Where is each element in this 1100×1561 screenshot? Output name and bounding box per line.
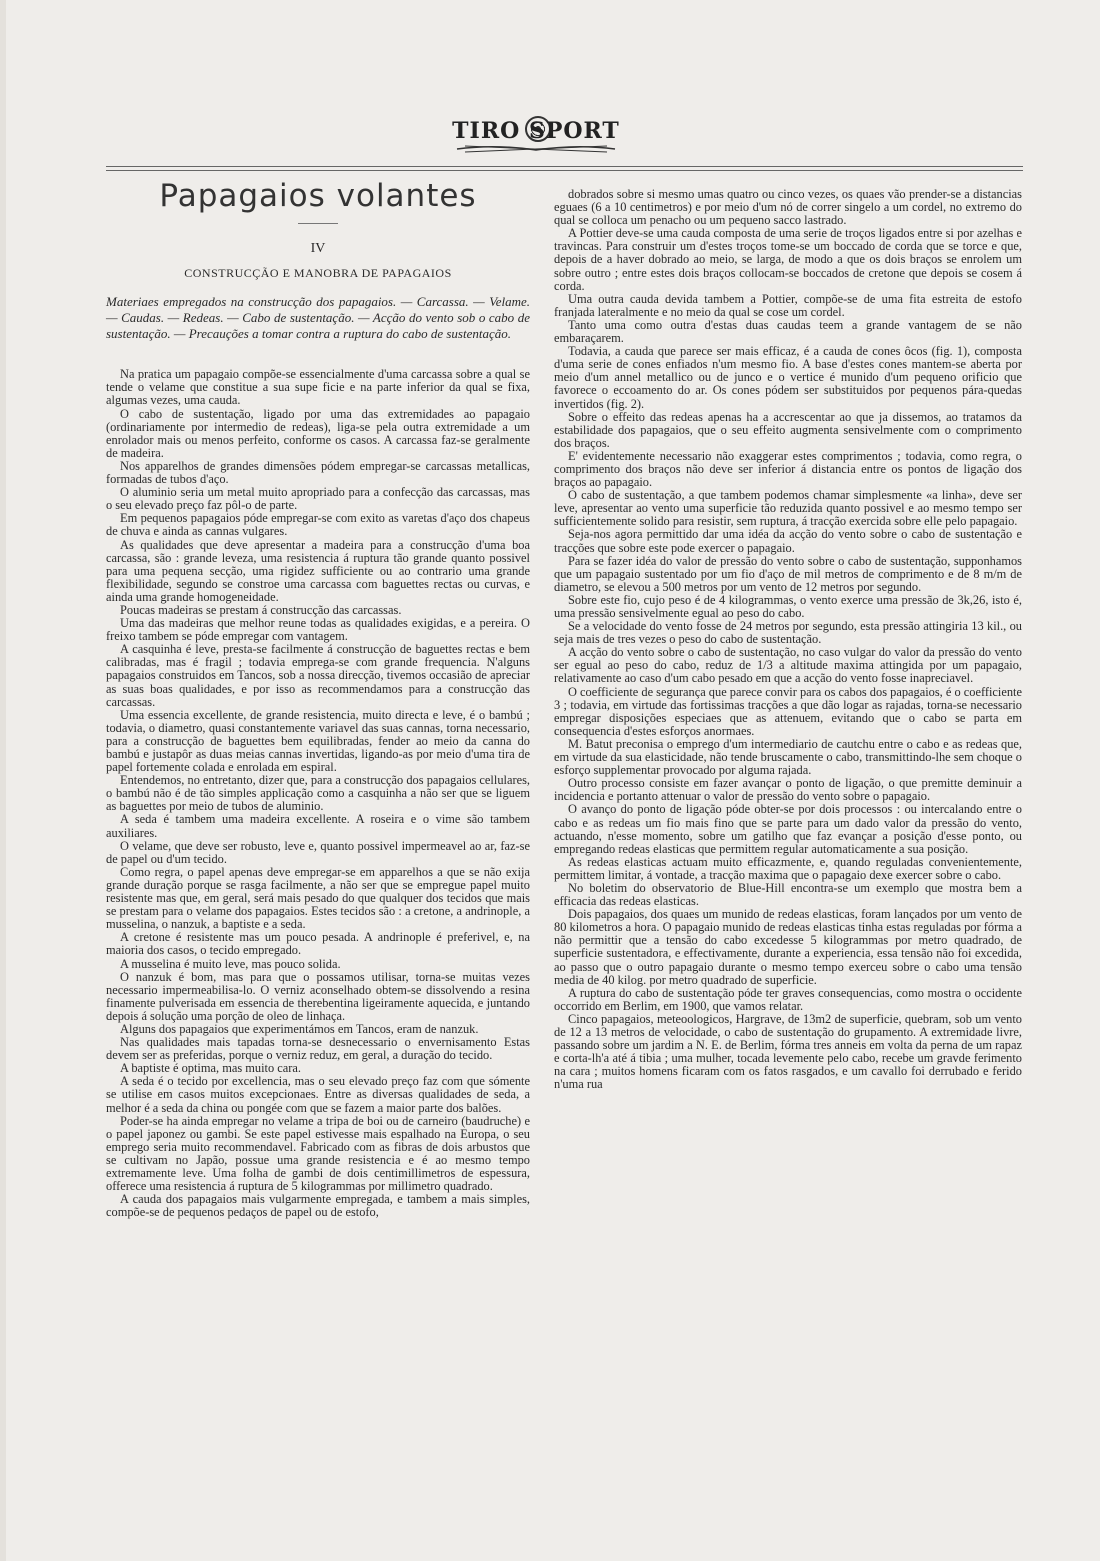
paragraph: Outro processo consiste em fazer avançar o ponto de ligação, o que premitte deminuir a incidencia e portanto attenuar o valor de pressão do vento sobre o papagaio. xyxy=(554,776,1022,804)
paragraph: dobrados sobre si mesmo umas quatro ou cinco vezes, os quaes vão prender-se a distancias eguaes (6 a 10 centimetros) e por meio d'um nó de correr singelo a um cordel, no extremo do qual se colloca um penacho ou um pequeno sacco lastrado. xyxy=(554,187,1022,228)
paragraph: O avanço do ponto de ligação póde obter-se por dois processos : ou intercalando entre o cabo e as redeas um fio mais fino que se parte para um dado valor da pressão do vento, actuando, n'esse momento, sobre um gatilho que faz evançar a posição d'esse ponto, ou empregando redeas elasticas que permittem regular automaticamente a sua posição. xyxy=(554,802,1022,856)
paragraph: A musselina é muito leve, mas pouco solida. xyxy=(120,956,341,971)
rifles-ornament xyxy=(455,144,617,154)
paragraph: Uma essencia excellente, de grande resistencia, muito directa e leve, é o bambú ; todavia, o diametro, quasi constantemente variavel das suas cannas, torna necessario, para a construcção de baguettes bem equilibradas, fender ao meio da canna do bambú e justapôr as duas meias cannas invertidas, ligando-as por meio d'uma tira de papel fortemente colada e enrolada em espiral. xyxy=(106,707,530,775)
section-number: IV xyxy=(310,241,326,257)
paragraph: Dois papagaios, dos quaes um munido de redeas elasticas, foram lançados por um vento de 80 kilometros a hora. O papagaio munido de redeas elasticas tinha estas reguladas por fórma a não permittir que a tensão do cabo excedesse 5 kilogrammas por metro quadrado, de superficie sustentadora, e effectivamente, durante a experiencia, essa tensão não foi excedida, ao passo que o outro papagaio durante o mesmo tempo exerceu sobre o cabo uma tensão media de 40 kilog. por metro quadrado de superficie. xyxy=(554,907,1022,987)
paragraph: O coefficiente de segurança que parece convir para os cabos dos papagaios, é o coefficiente 3 ; todavia, em virtude das fortissimas tracções a que dão logar as rajadas, torna-se necessario empregar disposições especiaes que as attenuem, evitando que o cabo se parta em consequencia d'estes esforços anormaes. xyxy=(554,684,1022,738)
paragraph: Sobre este fio, cujo peso é de 4 kilogrammas, o vento exerce uma pressão de 3k,26, isto é, uma pressão sensivelmente egual ao peso do cabo. xyxy=(554,592,1022,620)
paragraph: Na pratica um papagaio compõe-se essencialmente d'uma carcassa sobre a qual se tende o velame que constitue a sua supe ficie e na parte inferior da qual se fixa, algumas vezes, uma cauda. xyxy=(106,367,530,408)
paragraph: A cretone é resistente mas um pouco pesada. A andrinople é preferivel, e, na maioria dos casos, o tecido empregado. xyxy=(106,930,530,958)
paragraph: A seda é o tecido por excellencia, mas o seu elevado preço faz com que sómente se utilise em casos muitos excepcionaes. Entre as diversas qualidades de seda, a melhor é a seda da china ou pongée com que se fazem a maior parte dos balões. xyxy=(106,1074,530,1115)
right-column xyxy=(554,188,1022,1091)
paragraph: A cauda dos papagaios mais vulgarmente empregada, e tambem a mais simples, compõe-se de pequenos pedaços de papel ou de estofo, xyxy=(106,1192,530,1220)
paragraph: O aluminio seria um metal muito apropriado para a confecção das carcassas, mas o seu elevado preço faz pôl-o de parte. xyxy=(106,485,530,513)
paragraph: A Pottier deve-se uma cauda composta de uma serie de troços ligados entre si por azelhas e travincas. Para construir um d'estes troços tome-se um boccado de corda que se torce e que, depois de a haver dobrado ao meio, se larga, de modo a que os dois braços se enrolem um sobre outro ; entre estes dois braços collocam-se boccados de cretone que depois se cosem á corda. xyxy=(554,226,1022,293)
paragraph: As qualidades que deve apresentar a madeira para a construcção d'uma boa carcassa, são : grande leveza, uma resistencia á ruptura tão grande quanto possivel para uma pequena secção, uma rigidez sufficiente ou ao contrario uma grande flexibilidade, segundo se constroe uma carcassa com baguettes rectas ou curvas, e ainda uma grande homogeneidade. xyxy=(106,537,530,604)
paragraph: A seda é tambem uma madeira excellente. A roseira e o vime são tambem auxiliares. xyxy=(106,812,530,840)
paragraph: Alguns dos papagaios que experimentámos em Tancos, eram de nanzuk. xyxy=(120,1021,479,1036)
left-column xyxy=(106,178,530,1220)
logo-text: TIRO SPORT xyxy=(452,118,620,144)
paragraph: A ruptura do cabo de sustentação póde ter graves consequencias, como mostra o occidente occorrido em Berlim, em 1900, que vamos relatar. xyxy=(554,985,1022,1013)
paragraph: Para se fazer idéa do valor de pressão do vento sobre o cabo de sustentação, supponhamos que um papagaio sustentado por um fio d'aço de mil metros de comprimento e de 8 m/m de diametro, se elevou a 500 metros por um vento de 12 metros por segundo. xyxy=(554,553,1022,594)
right-body xyxy=(554,188,1022,1091)
paragraph: O cabo de sustentação, ligado por uma das extremidades ao papagaio (ordinariamente por intermedio de redeas), liga-se pela outra extremidade a um enrolador mais ou menos perfeito, conforme os casos. A carcassa faz-se geralmente de madeira. xyxy=(106,406,530,460)
paragraph: O cabo de sustentação, a que tambem podemos chamar simplesmente «a linha», deve ser leve, apresentar ao vento uma superficie tão reduzida quanto possivel e ao mesmo tempo ser sufficientemente solido para resistir, sem ruptura, á tracção exercida sobre elle pelo papagaio. xyxy=(554,488,1022,529)
paragraph: Nos apparelhos de grandes dimensões pódem empregar-se carcassas metallicas, formadas de tubos d'aço. xyxy=(106,458,530,487)
paragraph: Sobre o effeito das redeas apenas ha a accrescentar ao que ja dissemos, ao tratamos da estabilidade dos papagaios, que o seu effeito augmenta sensivelmente com o comprimento dos braços. xyxy=(554,409,1022,450)
paragraph: M. Batut preconisa o emprego d'um intermediario de cautchu entre o cabo e as redeas que, em virtude da sua elasticidade, não tende bruscamente o cabo, transmittindo-lhe sem choque o esforço supplementar provocado por alguma rajada. xyxy=(554,736,1022,778)
section-title: CONSTRUCÇÃO E MANOBRA DE PAPAGAIOS xyxy=(184,266,452,281)
header-rule-bottom xyxy=(106,170,1023,171)
paragraph: Uma outra cauda devida tambem a Pottier, compõe-se de uma fita estreita de estofo franjada lateralmente e no meio da qual se cose um cordel. xyxy=(554,291,1022,319)
paragraph: A baptiste é optima, mas muito cara. xyxy=(120,1061,301,1076)
paragraph: Seja-nos agora permittido dar uma idéa da acção do vento sobre o cabo de sustentação e tracções que sobre este pode exercer o papagaio. xyxy=(554,527,1022,555)
paragraph: O velame, que deve ser robusto, leve e, quanto possivel impermeavel ao ar, faz-se de papel ou d'um tecido. xyxy=(106,838,530,866)
paragraph: A casquinha é leve, presta-se facilmente á construcção de baguettes rectas e bem calibradas, mas é fragil ; todavia emprega-se com grande frequencia. N'alguns papagaios construidos em Tancos, sob a nossa direcção, tivemos occasião de apreciar as suas boas qualidades, e por isso as recommendamos para a construcção das carcassas. xyxy=(106,642,530,709)
paragraph: A acção do vento sobre o cabo de sustentação, no caso vulgar do valor da pressão do vento ser egual ao peso do cabo, reduz de 1/3 a altitude maxima attingida por um papagaio, relativamente ao caso d'um cabo pesado em que a acção do vento fosse inapreciavel. xyxy=(554,645,1022,686)
paragraph: Se a velocidade do vento fosse de 24 metros por segundo, esta pressão attingiria 13 kil., ou seja mais de tres vezes o peso do cabo de sustentação. xyxy=(554,619,1022,647)
paragraph: Nas qualidades mais tapadas torna-se desnecessario o envernisamento Estas devem ser as preferidas, porque o verniz reduz, em geral, a duração do tecido. xyxy=(106,1035,530,1063)
paragraph: Poucas madeiras se prestam á construcção das carcassas. xyxy=(120,602,402,617)
paragraph: Tanto uma como outra d'estas duas caudas teem a grande vantagem de se não embaraçarem. xyxy=(554,317,1022,346)
paragraph: Todavia, a cauda que parece ser mais efficaz, é a cauda de cones ôcos (fig. 1), composta d'uma serie de cones enfiados n'um mesmo fio. A base d'estes cones mantem-se aberta por meio d'um annel metallico ou de junco e o vertice é munido d'um pequeno orificio que favorece o eccoamento do ar. Os cones pódem ser substituidos por pequenos pára-quedas invertidos (fig. 2). xyxy=(554,344,1022,411)
paragraph: Entendemos, no entretanto, dizer que, para a construcção dos papagaios cellulares, o bambú não é de tão simples applicação como a casquinha a não ser que se liguem as baguettes por meio de tubos de aluminio. xyxy=(106,773,530,814)
page-edge xyxy=(0,0,6,1561)
title-divider xyxy=(298,223,338,224)
masthead-logo xyxy=(451,114,621,158)
paragraph: No boletim do observatorio de Blue-Hill encontra-se um exemplo que mostra bem a efficacia das redeas elasticas. xyxy=(554,880,1022,909)
paragraph: Cinco papagaios, meteoologicos, Hargrave, de 13m2 de superficie, quebram, sob um vento de 12 a 13 metros de velocidade, o cabo de sustentação do grupamento. A extremidade livre, passando sobre um jardim a N. E. de Berlim, fórma tres anneis em volta da perna de um rapaz e corta-lh'a até á tibia ; uma mulher, tocada levemente pelo cabo, recebe um gravde ferimento na cara ; muitos homens ficaram com os fatos rasgados, e um cavallo foi derrubado e ferido n'uma rua xyxy=(554,1011,1022,1092)
paragraph: E' evidentemente necessario não exaggerar estes comprimentos ; todavia, como regra, o comprimento dos braços não deve ser inferior á distancia entre os pontos de ligação dos braços ao papagaio. xyxy=(554,448,1022,490)
paragraph: As redeas elasticas actuam muito efficazmente, e, quando reguladas convenientemente, permittem limitar, á vontade, a tracção maxima que o papagaio dexe exercer sobre o cabo. xyxy=(554,854,1022,882)
article-summary: Materiaes empregados na construcção dos papagaios. — Carcassa. — Velame. — Caudas. — Redeas. — Cabo de sustentação. — Acção do vento sob o cabo de sustentação. — Precauções a tomar contra a ruptura do cabo de sustentação. xyxy=(106,294,530,342)
paragraph: Uma das madeiras que melhor reune todas as qualidades exigidas, e a pereira. O freixo tambem se póde empregar com vantagem. xyxy=(106,616,530,644)
paragraph: Em pequenos papagaios póde empregar-se com exito as varetas d'aço dos chapeus de chuva e ainda as cannas vulgares. xyxy=(106,511,530,539)
paragraph: Poder-se ha ainda empregar no velame a tripa de boi ou de carneiro (baudruche) e o papel japonez ou gambi. Se este papel estivesse mais espalhado na Europa, o seu emprego seria muito recommendavel. Fabricado com as fibras de dois arbustos que se cultivam no Japão, possue uma grande resistencia e é ao mesmo tempo extremamente leve. Uma folha de gambi de dois centimillimetros de espessura, offerece uma resistencia á ruptura de 5 kilogrammas por millimetro quadrado. xyxy=(106,1113,530,1194)
paragraph: Como regra, o papel apenas deve empregar-se em apparelhos a que se não exija grande duração porque se rasga facilmente, a não ser que se empregue papel muito resistente mas que, em geral, será mais pesado do que qualquer dos tecidos que mais se prestam para o velame dos papagaios. Estes tecidos são : a cretone, a andrinople, a musselina, o nanzuk, a baptiste e a seda. xyxy=(106,864,530,932)
header-rule-top xyxy=(106,166,1023,167)
paragraph: O nanzuk é bom, mas para que o possamos utilisar, torna-se muitas vezes necessario impermeabilisa-lo. O verniz aconselhado obtem-se dissolvendo a resina finamente pulverisada em essencia de therebentina ligeiramente aquecida, e juntando depois á solução uma porção de oleo de linhaça. xyxy=(106,969,530,1023)
article-title: Papagaios volantes xyxy=(159,178,477,214)
left-body xyxy=(106,368,530,1219)
